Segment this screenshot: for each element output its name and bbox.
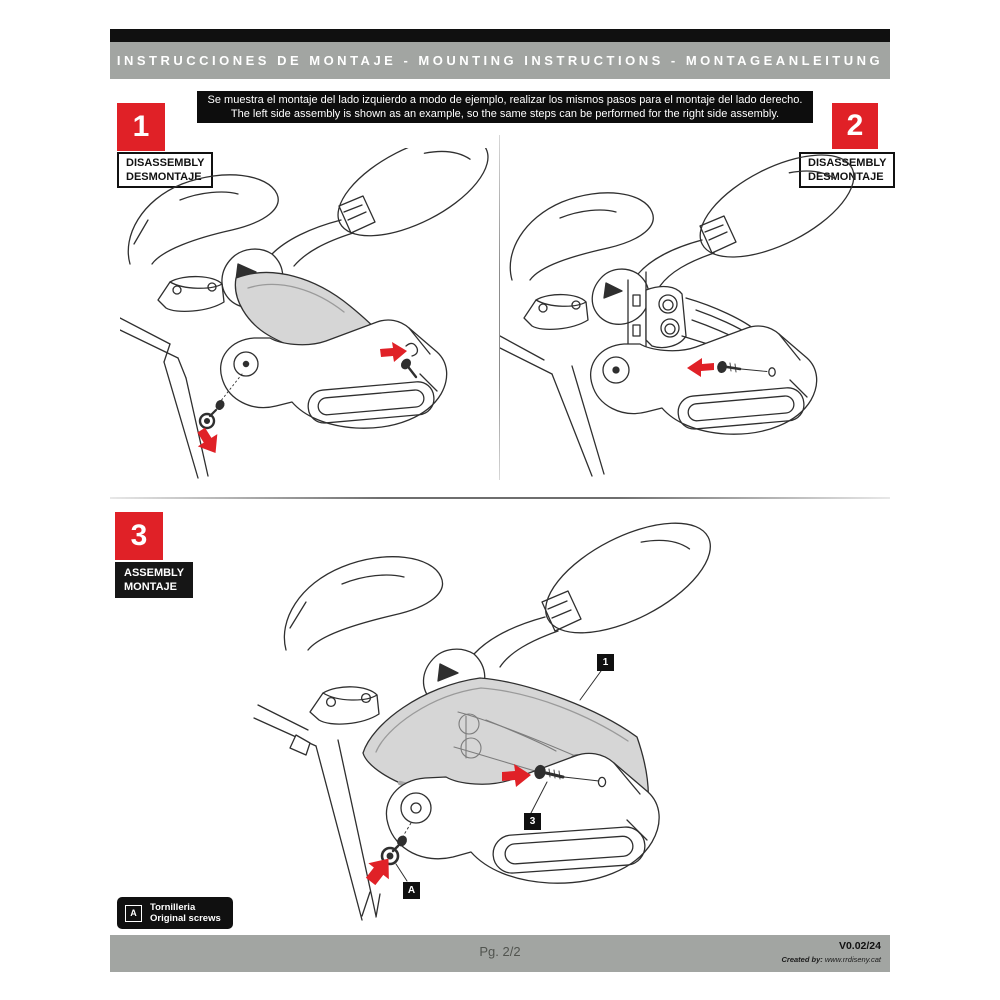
note-banner	[197, 91, 813, 123]
legend-original-screws	[117, 897, 233, 929]
credit-line	[782, 955, 882, 964]
page-number: Pg. 2/2	[479, 944, 521, 959]
credit-label: Created by:	[781, 955, 823, 964]
step3-number: 3	[130, 519, 148, 552]
legend-text	[150, 902, 221, 924]
step3-number-badge	[115, 512, 163, 560]
step3-illustration	[250, 520, 750, 940]
step3-label	[115, 562, 193, 598]
step1-number: 1	[132, 110, 150, 143]
legend-line-es: Tornilleria	[150, 902, 196, 913]
section-horizontal-divider	[110, 497, 890, 499]
callout-3-text: 3	[529, 816, 536, 827]
footer-right-block	[782, 940, 882, 964]
note-line-es: Se muestra el montaje del lado izquierdo a modo de ejemplo, realizar los mismos pasos para el montaje del lado derecho.	[207, 94, 803, 106]
step1-illustration	[120, 148, 500, 482]
step1-label-es: DESMONTAJE	[126, 171, 202, 183]
note-line-en: The left side assembly is shown as an example, so the same steps can be performed for the right side assembly.	[230, 108, 780, 120]
credit-url: www.rrdiseny.cat	[824, 955, 881, 964]
page-title: INSTRUCCIONES DE MONTAJE - MOUNTING INSTRUCTIONS - MONTAGEANLEITUNG	[116, 53, 884, 68]
mirror	[685, 140, 869, 278]
legend-key-letter: A	[130, 908, 137, 918]
step1-label-en: DISASSEMBLY	[126, 157, 205, 169]
callout-1-text: 1	[602, 657, 609, 668]
step1-number-badge	[117, 103, 165, 151]
callout-windshield-part	[597, 654, 614, 671]
step2-illustration	[500, 140, 890, 482]
step3-label-en: ASSEMBLY	[124, 567, 185, 579]
step2-number: 2	[846, 109, 864, 142]
step3-label-es: MONTAJE	[124, 581, 177, 593]
legend-key-icon	[125, 905, 142, 922]
callout-original-screw	[403, 882, 420, 899]
header-title-bar	[110, 42, 890, 79]
step2-label-es: DESMONTAJE	[808, 171, 884, 183]
footer-bar	[110, 935, 890, 972]
callout-A-text: A	[407, 885, 416, 896]
top-black-bar	[110, 29, 890, 42]
mirror	[529, 520, 727, 655]
legend-line-en: Original screws	[150, 913, 221, 924]
version-label: V0.02/24	[838, 940, 881, 952]
callout-mounting-screw	[524, 813, 541, 830]
step2-label-en: DISASSEMBLY	[808, 157, 887, 169]
